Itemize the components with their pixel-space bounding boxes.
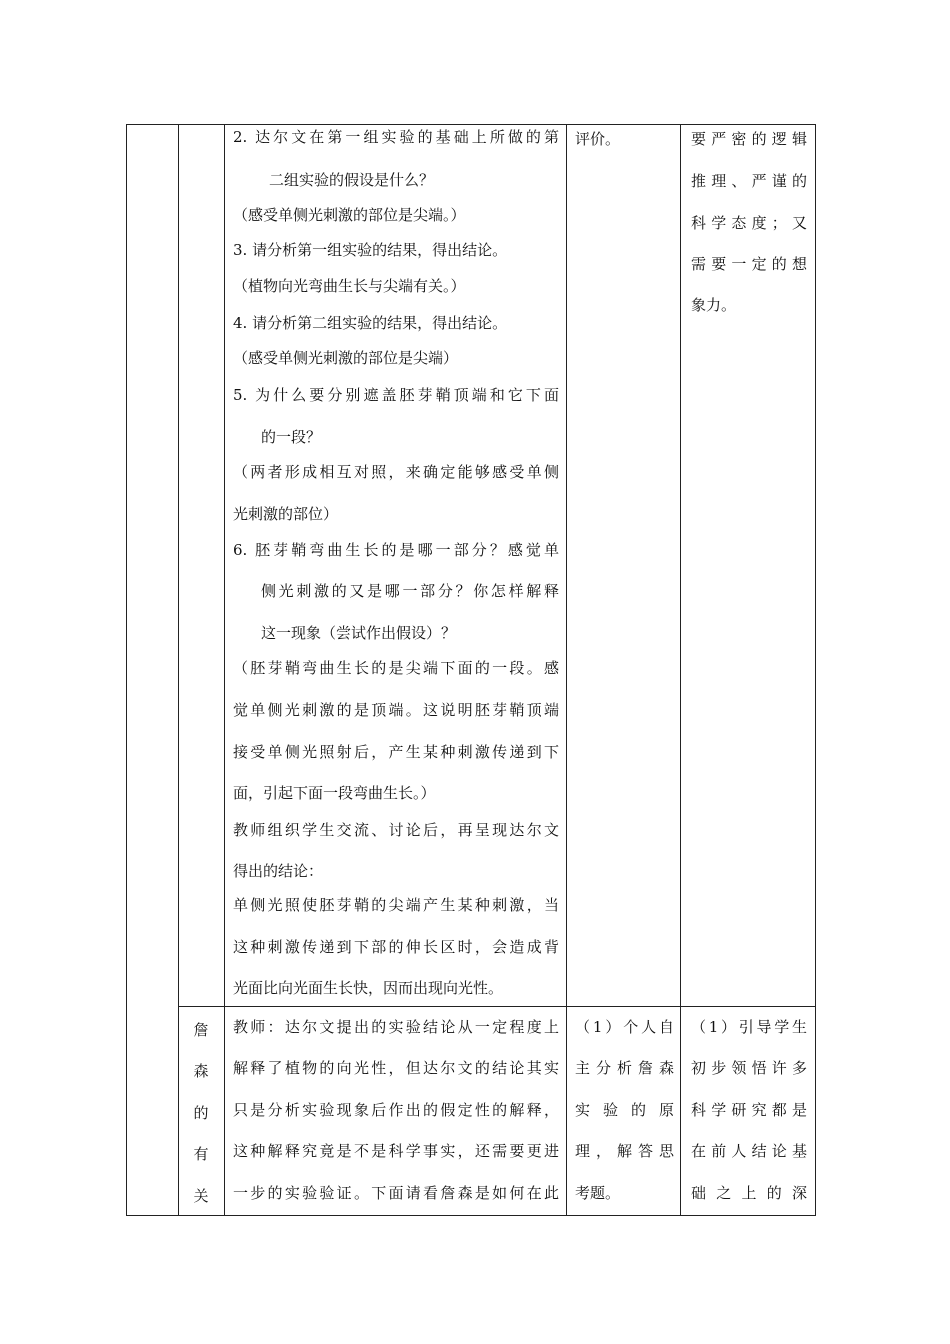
cell-text-line: 考题。 — [575, 1184, 621, 1202]
cell-text-line: 教师：达尔文提出的实验结论从一定程度上 — [233, 1018, 559, 1036]
cell-text-line: 侧光刺激的又是哪一部分？你怎样解释 — [261, 582, 559, 600]
cell-text-line: 得出的结论： — [233, 862, 324, 880]
cell-text-line: 二组实验的假设是什么？ — [269, 171, 435, 189]
cell-text-line: 2. 达尔文在第一组实验的基础上所做的第 — [233, 128, 559, 146]
heading-char: 詹 — [193, 1021, 209, 1039]
cell-text-line: 这种刺激传递到下部的伸长区时，会造成背 — [233, 938, 559, 956]
cell-text-line: 础 之 上 的 深 — [691, 1184, 807, 1202]
cell-text-line: 要严密的逻辑 — [691, 130, 807, 148]
cell-text-line: 这一现象（尝试作出假设）？ — [261, 624, 457, 642]
heading-char: 关 — [193, 1187, 209, 1205]
cell-text-line: 的一段？ — [261, 428, 322, 446]
cell-text-line: （1）个人自 — [575, 1018, 674, 1036]
cell-text-line: 解释了植物的向光性，但达尔文的结论其实 — [233, 1059, 559, 1077]
cell-text-line: 6. 胚芽鞘弯曲生长的是哪一部分？感觉单 — [233, 541, 559, 559]
cell-text-line: 需要一定的想 — [691, 255, 807, 273]
cell-text-line: 只是分析实验现象后作出的假定性的解释， — [233, 1101, 559, 1119]
heading-char: 森 — [193, 1062, 209, 1080]
cell-text-line: （胚芽鞘弯曲生长的是尖端下面的一段。感 — [233, 659, 559, 677]
column-divider — [680, 125, 681, 1215]
cell-text-line: 推理、严谨的 — [691, 172, 807, 190]
cell-text-line: 5. 为什么要分别遮盖胚芽鞘顶端和它下面 — [233, 386, 559, 404]
column-divider — [178, 125, 179, 1215]
cell-text-line: 单侧光照使胚芽鞘的尖端产生某种刺激，当 — [233, 896, 559, 914]
cell-text-line: 实 验 的 原 — [575, 1101, 674, 1119]
cell-text-line: （感受单侧光刺激的部位是尖端。） — [233, 206, 466, 224]
heading-char: 的 — [193, 1104, 209, 1122]
cell-text-line: 理，解答思 — [575, 1142, 674, 1160]
cell-text-line: 初步领悟许多 — [691, 1059, 807, 1077]
lesson-table — [126, 124, 816, 1216]
cell-text-line: （感受单侧光刺激的部位是尖端） — [233, 349, 459, 367]
cell-text-line: 在前人结论基 — [691, 1142, 807, 1160]
cell-text-line: 象力。 — [691, 296, 737, 314]
cell-text-line: 科学态度；又 — [691, 214, 807, 232]
cell-text-line: 接受单侧光照射后，产生某种刺激传递到下 — [233, 743, 559, 761]
cell-text-line: 3. 请分析第一组实验的结果，得出结论。 — [233, 241, 508, 259]
cell-text-line: （1）引导学生 — [691, 1018, 807, 1036]
cell-text-line: 这种解释究竟是不是科学事实，还需要更进 — [233, 1142, 559, 1160]
row1-student-cell: 评价。 — [575, 130, 621, 148]
column-divider — [566, 125, 567, 1215]
cell-text-line: 光面比向光面生长快，因而出现向光性。 — [233, 979, 504, 997]
cell-text-line: 4. 请分析第二组实验的结果，得出结论。 — [233, 314, 508, 332]
cell-text-line: 一步的实验验证。下面请看詹森是如何在此 — [233, 1184, 559, 1202]
column-divider — [224, 125, 225, 1215]
cell-text-line: （植物向光弯曲生长与尖端有关。） — [233, 277, 466, 295]
cell-text-line: 面，引起下面一段弯曲生长。） — [233, 784, 436, 802]
cell-text-line: 觉单侧光刺激的是顶端。这说明胚芽鞘顶端 — [233, 701, 559, 719]
row-divider — [178, 1006, 815, 1007]
cell-text-line: 科学研究都是 — [691, 1101, 807, 1119]
cell-text-line: （两者形成相互对照，来确定能够感受单侧 — [233, 463, 559, 481]
cell-text-line: 教师组织学生交流、讨论后，再呈现达尔文 — [233, 821, 559, 839]
cell-text-line: 主分析詹森 — [575, 1059, 674, 1077]
cell-text-line: 光刺激的部位） — [233, 505, 339, 523]
heading-char: 有 — [193, 1145, 209, 1163]
